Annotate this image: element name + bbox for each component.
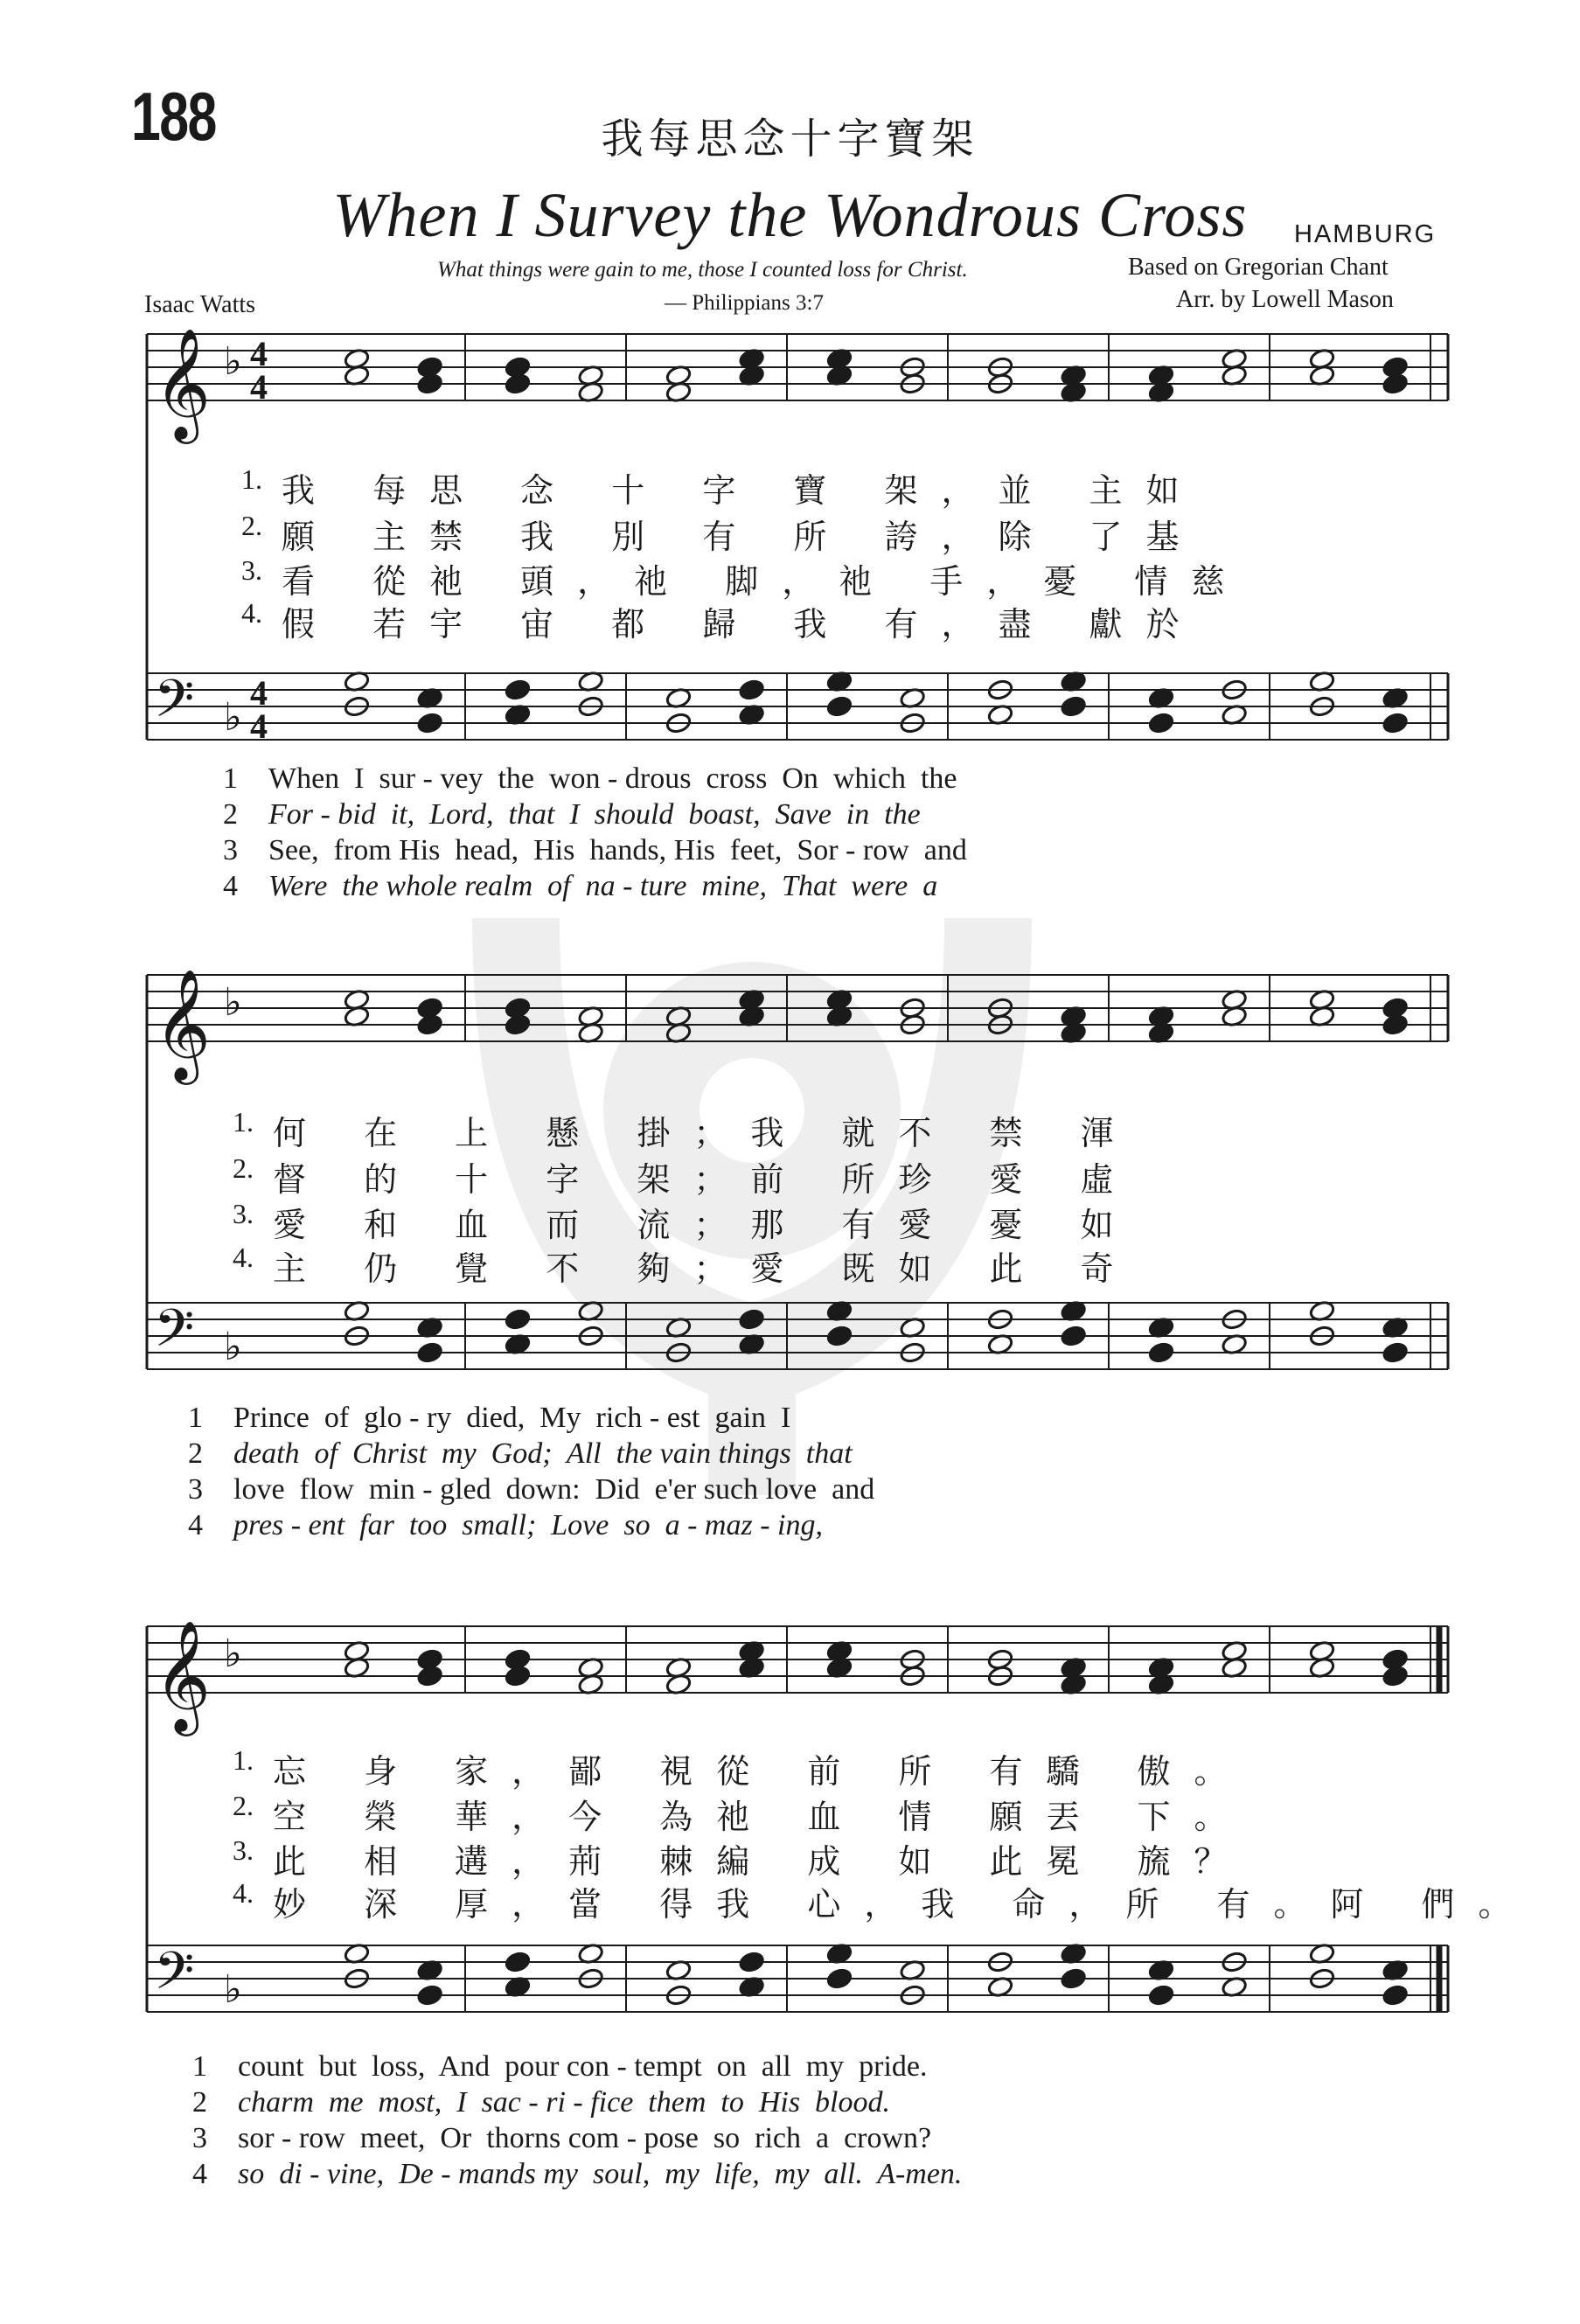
author: Isaac Watts (144, 291, 256, 318)
english-lyric-line: 2 charm me most, I sac - ri - fice them to His blood. (192, 2086, 891, 2119)
bass-notehead (826, 1967, 853, 1990)
chinese-lyric-line: 3. 看 從祂 頭，祂 脚，祂 手，憂 情慈 (241, 554, 1249, 601)
time-signature-bottom: 4 (250, 706, 268, 746)
bass-notehead (1148, 1984, 1175, 2007)
flat-sign: ♭ (224, 695, 242, 740)
bass-notehead (1382, 1341, 1409, 1364)
chinese-lyric-line: 2. 空 榮 華，今 為祂 血 情 願丟 下。 (233, 1790, 1251, 1836)
bass-notehead (1060, 1325, 1087, 1347)
bass-notehead (505, 678, 532, 701)
bass-clef: 𝄢 (154, 668, 195, 741)
bass-notehead (416, 1984, 443, 2007)
chinese-lyric-line: 4. 妙 深 厚，當 得我 心，我 命，所 有。阿 們。 (233, 1877, 1535, 1924)
treble-notehead (505, 1665, 532, 1687)
treble-notehead (1382, 1013, 1409, 1036)
hymn-number: 188 (131, 78, 216, 155)
chinese-lyric-line: 2. 督 的 十 字 架；前 所珍 愛 虛 (233, 1152, 1138, 1199)
bass-notehead (505, 1308, 532, 1331)
bass-notehead (416, 712, 443, 734)
chinese-lyric-line: 2. 願 主禁 我 別 有 所 誇，除 了基 (241, 510, 1203, 556)
time-signature-bottom: 4 (250, 367, 268, 407)
treble-clef: 𝄞 (154, 1619, 212, 1731)
bass-notehead (738, 1951, 765, 1973)
bass-notehead (416, 1341, 443, 1364)
tune-name: HAMBURG (1294, 220, 1437, 248)
bass-notehead (1060, 695, 1087, 718)
chinese-lyric-line: 4. 假 若宇 宙 都 歸 我 有，盡 獻於 (241, 597, 1203, 644)
treble-notehead (416, 372, 443, 395)
english-title: When I Survey the Wondrous Cross (332, 180, 1248, 250)
treble-clef: 𝄞 (154, 968, 212, 1080)
flat-sign: ♭ (224, 1325, 242, 1369)
treble-notehead (416, 1013, 443, 1036)
chinese-lyric-line: 1. 我 每思 念 十 字 寶 架，並 主如 (241, 463, 1203, 510)
treble-notehead (1382, 1665, 1409, 1687)
chinese-lyric-line: 3. 此 相 遘，荊 棘編 成 如 此冕 旒？ (233, 1834, 1251, 1881)
chinese-lyric-line: 1. 何 在 上 懸 掛；我 就不 禁 渾 (233, 1106, 1138, 1152)
chinese-lyric-line: 4. 主 仍 覺 不 夠；愛 既如 此 奇 (233, 1242, 1138, 1288)
bass-clef: 𝄢 (154, 1298, 195, 1371)
english-lyric-line: 2 death of Christ my God; All the vain things that (188, 1437, 853, 1470)
treble-notehead (1382, 372, 1409, 395)
flat-sign: ♭ (224, 1632, 242, 1676)
chinese-title: 我每思念十字寶架 (601, 115, 979, 164)
chinese-lyric-line: 1. 忘 身 家，鄙 視從 前 所 有驕 傲。 (233, 1744, 1251, 1791)
bass-notehead (738, 678, 765, 701)
english-lyric-line: 4 Were the whole realm of na - ture mine, That were a (223, 870, 938, 902)
english-lyric-line: 3 sor - row meet, Or thorns com - pose so rich a crown? (192, 2122, 932, 2154)
bass-notehead (826, 695, 853, 718)
english-lyric-line: 4 so di - vine, De - mands my soul, my life, my all. A-men. (192, 2158, 963, 2190)
bass-notehead (1382, 1984, 1409, 2007)
english-lyric-line: 1 count but loss, And pour con - tempt on all my pride. (192, 2050, 928, 2083)
flat-sign: ♭ (224, 980, 242, 1025)
english-lyric-line: 1 When I sur - vey the won - drous cross On which the (223, 762, 957, 795)
bass-notehead (1148, 1341, 1175, 1364)
treble-notehead (416, 1665, 443, 1687)
arranger-credit: Arr. by Lowell Mason (1176, 286, 1394, 313)
scripture-quote: What things were gain to me, those I counted loss for Christ. (437, 258, 968, 282)
english-lyric-line: 1 Prince of glo - ry died, My rich - est gain I (188, 1402, 791, 1434)
bass-notehead (1148, 712, 1175, 734)
bass-notehead (826, 1325, 853, 1347)
time-signature-top: 4 (250, 673, 268, 713)
bass-notehead (1382, 712, 1409, 734)
treble-notehead (505, 1013, 532, 1036)
treble-clef: 𝄞 (154, 327, 212, 439)
bass-notehead (1060, 1967, 1087, 1990)
english-lyric-line: 2 For - bid it, Lord, that I should boast, Save in the (223, 798, 921, 831)
bass-clef: 𝄢 (154, 1940, 195, 2014)
flat-sign: ♭ (224, 1967, 242, 2012)
english-lyric-line: 3 love flow min - gled down: Did e'er such love and (188, 1473, 875, 1506)
bass-notehead (738, 1308, 765, 1331)
treble-notehead (505, 372, 532, 395)
english-lyric-line: 4 pres - ent far too small; Love so a - maz - ing, (188, 1509, 823, 1541)
composer-credit: Based on Gregorian Chant (1128, 254, 1389, 281)
chinese-lyric-line: 3. 愛 和 血 而 流；那 有愛 憂 如 (233, 1198, 1138, 1244)
time-signature-top: 4 (250, 334, 268, 373)
english-lyric-line: 3 See, from His head, His hands, His feet, Sor - row and (223, 834, 967, 866)
flat-sign: ♭ (224, 339, 242, 384)
bass-notehead (505, 1951, 532, 1973)
scripture-reference: — Philippians 3:7 (665, 291, 824, 315)
